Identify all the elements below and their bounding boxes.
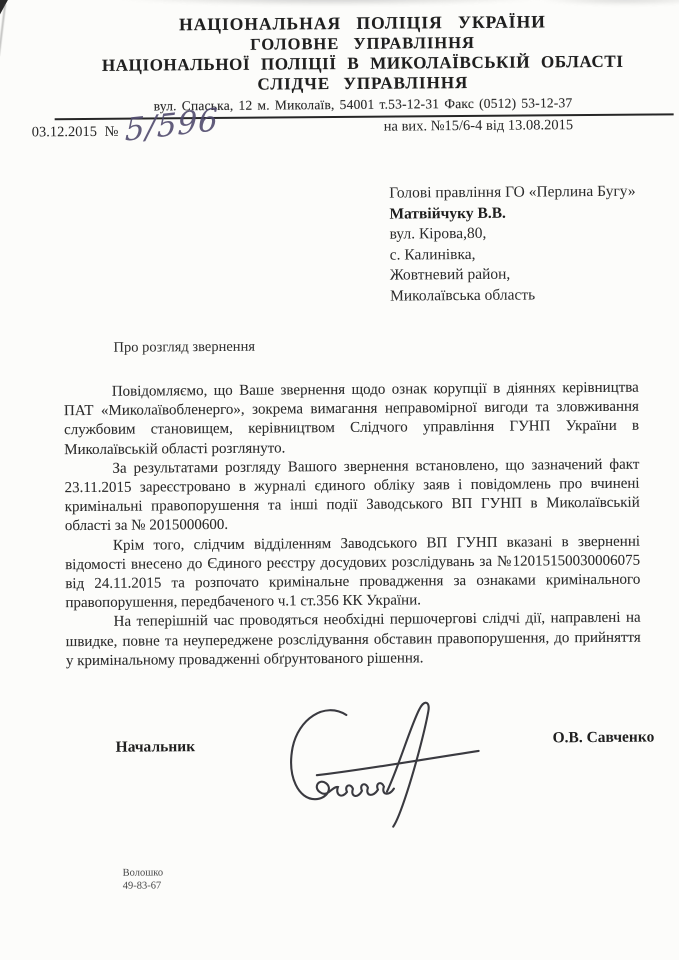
recipient-street: вул. Кірова,80, bbox=[389, 224, 487, 243]
signatory-name: О.В. Савченко bbox=[552, 728, 655, 747]
body-paragraph-1: Повідомляємо, що Ваше звернення щодо ознак корупції в діяннях керівництва ПАТ «Миколаївобленерго», зокрема вимагання неправомірної вигоди та зловживання службовим становищем, керівництвом Слідчого управління ГУНП України в Миколаївській області розглянуто. bbox=[63, 379, 640, 458]
number-sign: № bbox=[104, 123, 119, 140]
body-paragraph-3: Крім того, слідчим відділенням Заводського ВП ГУНП вказані в зверненні відомості внесено до Єдиного реєстру досудових розслідувань за №12015150030006075 від 24.11.2015 та розпочато кримінальне провадження за ознаками кримінального правопорушення, передбаченого ч.1 ст.356 КК України. bbox=[65, 533, 641, 612]
recipient-title: Голові правління ГО «Перлина Бугу» bbox=[389, 182, 636, 202]
letter-body bbox=[64, 379, 641, 672]
signatory-position: Начальник bbox=[115, 738, 196, 756]
org-name-line1: НАЦІОНАЛЬНАЯ ПОЛІЦІЯ УКРАЇНИ bbox=[178, 11, 546, 35]
recipient-village: с. Калинівка, bbox=[389, 245, 476, 264]
reply-to-reference: на вих. №15/6-4 від 13.08.2015 bbox=[383, 117, 574, 135]
recipient-name: Матвійчуку В.В. bbox=[389, 204, 506, 223]
executor-block bbox=[123, 867, 164, 892]
executor-name: Волошко bbox=[122, 867, 164, 879]
subject-line: Про розгляд звернення bbox=[113, 338, 256, 356]
handwritten-outgoing-number: 5/596 bbox=[124, 101, 220, 149]
body-paragraph-2: За результатами розгляду Вашого звернення встановлено, що зазначений факт 23.11.2015 зареєстровано в журналі єдиного обліку заяв і повідомлень про вчинені кримінальні правопорушення та інші події Заводського ВП ГУНП в Миколаївській області за № 2015000600. bbox=[64, 456, 640, 535]
org-address: вул. Спаська, 12 м. Миколаїв, 54001 т.53-12-31 Факс (0512) 53-12-37 bbox=[153, 95, 573, 114]
handwritten-signature bbox=[286, 698, 483, 830]
outgoing-reference bbox=[32, 124, 119, 142]
executor-phone: 49-83-67 bbox=[122, 879, 162, 892]
recipient-region: Миколаївська область bbox=[389, 285, 536, 305]
org-name-line2: ГОЛОВНЕ УПРАВЛІННЯ bbox=[250, 32, 475, 54]
letterhead bbox=[28, 10, 679, 115]
org-name-line4: СЛІДЧЕ УПРАВЛІННЯ bbox=[257, 72, 469, 94]
recipient-block bbox=[389, 182, 636, 307]
org-name-line3: НАЦІОНАЛЬНОЇ ПОЛІЦІЇ В МИКОЛАЇВСЬКІЙ ОБЛАСТІ bbox=[101, 51, 624, 75]
body-paragraph-4: На теперішній час проводяться необхідні першочергові слідчі дії, направлені на швидке, повне та неупереджене розслідування обставин правопорушення, до прийняття у кримінальному провадженні обґрунтованого рішення. bbox=[65, 610, 641, 670]
outgoing-date: 03.12.2015 bbox=[31, 123, 98, 141]
recipient-district: Жовтневий район, bbox=[389, 265, 511, 284]
